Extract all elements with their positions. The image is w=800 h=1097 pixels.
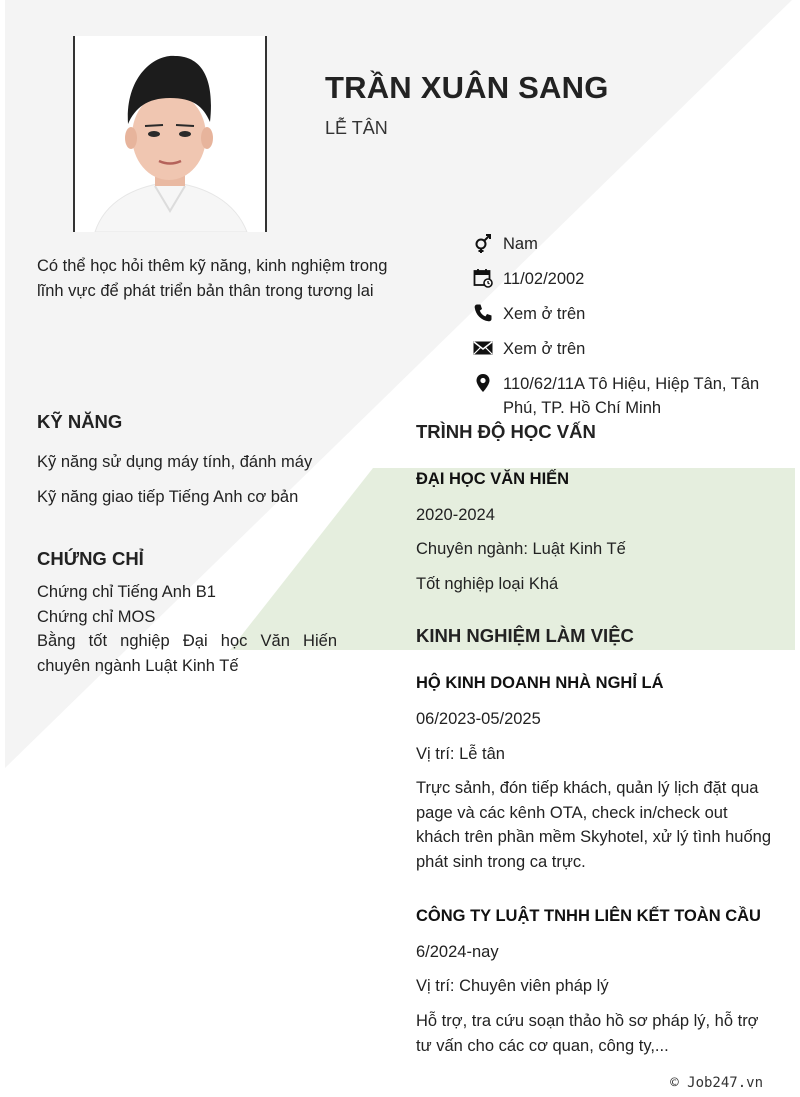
certificate-item: Chứng chỉ MOS xyxy=(37,607,156,626)
education-major: Chuyên ngành: Luật Kinh Tế xyxy=(416,540,626,558)
contact-birthdate xyxy=(472,267,772,291)
email-icon xyxy=(472,337,494,359)
certificate-item: Chứng chỉ Tiếng Anh B1 xyxy=(37,583,216,601)
job-company: CÔNG TY LUẬT TNHH LIÊN KẾT TOÀN CẦU xyxy=(416,907,761,925)
candidate-position: LỄ TÂN xyxy=(325,118,388,138)
candidate-name: TRẦN XUÂN SANG xyxy=(325,70,609,105)
skills-title: KỸ NĂNG xyxy=(37,411,123,432)
calendar-icon xyxy=(472,267,494,289)
birthdate-value: 11/02/2002 xyxy=(503,270,585,288)
contact-address xyxy=(472,372,772,420)
email-value: Xem ở trên xyxy=(503,340,586,358)
education-grade: Tốt nghiệp loại Khá xyxy=(416,575,559,593)
copyright-footer: © Job247.vn xyxy=(670,1075,763,1091)
contact-gender xyxy=(472,232,772,256)
education-school: ĐẠI HỌC VĂN HIẾN xyxy=(416,470,570,488)
job-description: Trực sảnh, đón tiếp khách, quản lý lịch đặt qua page và các kênh OTA, check in/check out khách trên phần mềm Skyhotel, xử lý tình huống phát sinh trong ca trực. xyxy=(416,779,771,871)
certificate-item: Bằng tốt nghiệp Đại học Văn Hiến chuyên ngành Luật Kinh Tế xyxy=(37,632,337,675)
job-description: Hỗ trợ, tra cứu soạn thảo hồ sơ pháp lý, hỗ trợ tư vấn cho các cơ quan, công ty,... xyxy=(416,1012,759,1055)
phone-icon xyxy=(472,302,494,324)
gender-icon xyxy=(472,232,494,254)
avatar-image xyxy=(75,36,267,232)
job-period: 06/2023-05/2025 xyxy=(416,710,541,728)
education-period: 2020-2024 xyxy=(416,506,495,524)
experience-title: KINH NGHIỆM LÀM VIỆC xyxy=(416,625,634,646)
address-value: 110/62/11A Tô Hiệu, Hiệp Tân, Tân Phú, TP. Hồ Chí Minh xyxy=(503,375,760,417)
contact-phone xyxy=(472,302,772,326)
skill-item: Kỹ năng giao tiếp Tiếng Anh cơ bản xyxy=(37,488,299,506)
profile-photo xyxy=(73,36,267,232)
location-icon xyxy=(472,372,494,394)
job-period: 6/2024-nay xyxy=(416,943,499,961)
career-objective: Có thể học hỏi thêm kỹ năng, kinh nghiệm trong lĩnh vực để phát triển bản thân trong tương lai xyxy=(37,257,388,300)
certificates-title: CHỨNG CHỈ xyxy=(37,548,144,569)
gender-value: Nam xyxy=(503,235,538,253)
skill-item: Kỹ năng sử dụng máy tính, đánh máy xyxy=(37,453,313,471)
contact-info xyxy=(472,232,772,431)
job-role: Vị trí: Chuyên viên pháp lý xyxy=(416,977,609,995)
certificates-list xyxy=(37,580,337,678)
job-role: Vị trí: Lễ tân xyxy=(416,745,505,763)
contact-email xyxy=(472,337,772,361)
education-title: TRÌNH ĐỘ HỌC VẤN xyxy=(416,421,596,442)
job-company: HỘ KINH DOANH NHÀ NGHỈ LÁ xyxy=(416,674,664,692)
phone-value: Xem ở trên xyxy=(503,305,586,323)
